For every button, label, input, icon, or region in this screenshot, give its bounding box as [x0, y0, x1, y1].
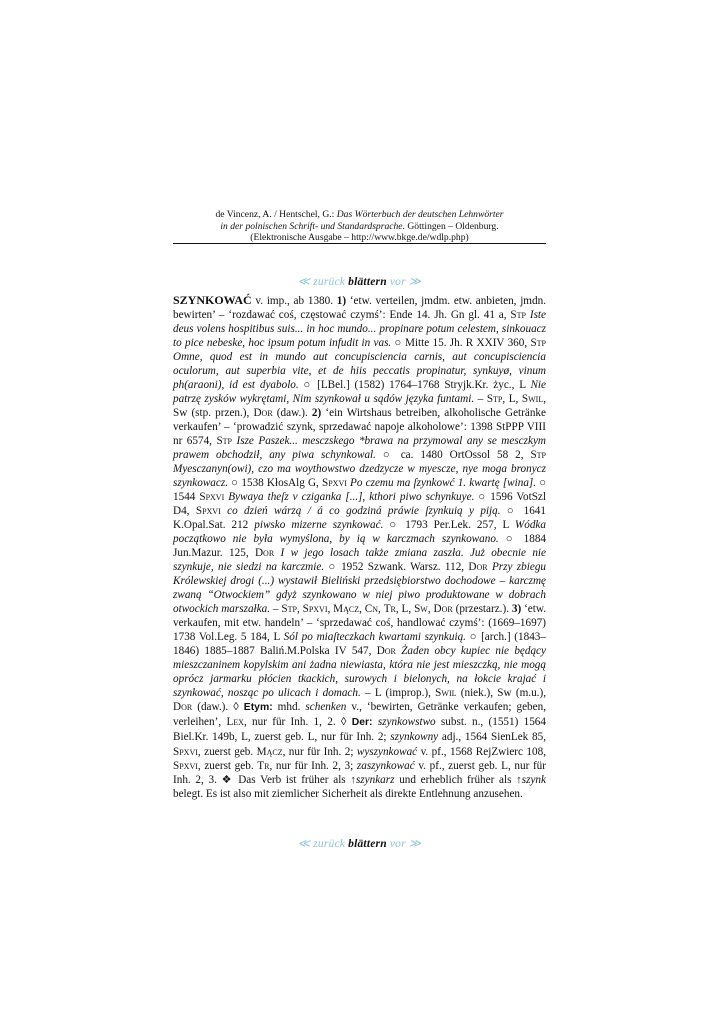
citation-header	[173, 209, 546, 244]
entry-source-abbr: Stp	[530, 449, 546, 462]
citation-place: Göttingen – Oldenburg.	[404, 220, 499, 232]
entry-text: ,	[327, 603, 334, 616]
entry-text: (niek.), Sw (m.u.),	[456, 687, 546, 700]
prev-arrows[interactable]: ≪	[297, 276, 311, 288]
entry-quotation: schenken	[305, 701, 347, 714]
entry-quotation: szynkowstwo	[377, 716, 436, 729]
entry-source-abbr: Spxvi	[173, 745, 198, 758]
entry-text: subst. n., (1551) 1564 Biel.Kr. 149b, L, zuerst geb. L, nur für Inh. 2;	[173, 716, 546, 744]
entry-source-abbr: Spxvi	[173, 759, 198, 772]
entry-text: belegt. Es ist also mit ziemlicher Sicherheit als direkte Entlehnung anzusehen.	[173, 787, 523, 800]
entry-source-abbr: Stp	[216, 435, 232, 448]
citation-url: (Elektronische Ausgabe – http://www.bkge.de/wdlp.php)	[250, 232, 469, 244]
back-link[interactable]: zurück	[313, 276, 346, 288]
entry-sense-number: 2)	[311, 407, 322, 420]
entry-sense-number: 3)	[511, 603, 522, 616]
entry-text: (daw.).	[272, 407, 312, 420]
entry-text: , nur für Inh. 2;	[282, 745, 357, 758]
entry-source-abbr: Dor	[173, 701, 193, 714]
entry-section-label: Der:	[351, 717, 373, 729]
entry-text: ○ Mitte 15. Jh. R XXIV 360,	[391, 337, 531, 350]
entry-text: , zuerst geb.	[197, 745, 257, 758]
entry-source-abbr: Dor	[376, 645, 396, 658]
entry-quotation: Bywaya theſz v cziganka [...], kthori piwo schynkuye.	[228, 491, 475, 504]
entry-text: ○ 1596 VotSzl D4,	[173, 491, 546, 518]
entry-text: ○ 1793 Per.Lek. 257, L	[383, 519, 515, 532]
entry-quotation: Iste deus volens hospitibus suis... in hoc mundo... propinare potum celestem, sinkouacz to pice nebeske, hoc ipsum potum infudit in vas.	[173, 309, 546, 350]
entry-text: mhd.	[272, 701, 306, 714]
entry-source-abbr: Tr	[383, 603, 396, 616]
entry-text: ‘etw. verteilen, jmdm. etw. anbieten, jmdn. bewirten’ – ‘rozdawać coś, częstować czymś’: Ende 14. Jh. Gn gl. 41 a,	[173, 295, 546, 322]
entry-text: , L,	[502, 393, 522, 406]
entry-text: (daw.). ◊	[192, 701, 244, 714]
entry-source-abbr: Mącz	[333, 603, 360, 616]
entry-section-label: Etym:	[243, 702, 273, 714]
entry-text: (przestarz.).	[452, 603, 512, 616]
page-nav-top	[173, 274, 546, 288]
browse-label: blättern	[348, 276, 387, 288]
citation-title-cont: in der polnischen Schrift- und Standardsprache.	[220, 220, 405, 232]
entry-quotation: Omne, quod est in mundo aut concupiscienciа carnis, aut concupiscienciа oculorum, aut superbia vite, et de hiis peccatis propinatur, synkuyø, vinum ph(araoni), id est dyabolo.	[173, 351, 546, 392]
entry-quotation: szynk	[521, 773, 546, 786]
entry-quotation: szynkarz	[355, 773, 395, 786]
entry-source-abbr: Swil	[521, 393, 544, 406]
entry-text: v. pf., zuerst geb. L, nur für Inh. 2, 3. ❖ Das Verb ist früher als ↑	[173, 759, 546, 786]
entry-source-abbr: Spxvi	[322, 477, 347, 490]
next-arrows[interactable]: ≫	[408, 838, 422, 850]
entry-text: ○ 1641 K.Opal.Sat. 212	[173, 505, 546, 532]
header-divider	[173, 243, 546, 244]
entry-text: – L (improp.),	[360, 687, 436, 700]
citation-line-2	[173, 221, 546, 233]
entry-quotation: zaszynkować	[356, 759, 415, 772]
entry-source-abbr: Dor	[253, 407, 273, 420]
entry-source-abbr: Tr	[257, 759, 270, 772]
forward-link[interactable]: vor	[389, 838, 406, 850]
citation-title: Das Wörterbuch der deutschen Lehnwörter	[336, 209, 504, 220]
entry-text: ○ [LBel.] (1582) 1764–1768 Stryjk.Kr. życ., L	[298, 379, 531, 392]
entry-text: ○ 1952 Szwank. Warsz. 112,	[324, 561, 469, 574]
entry-source-abbr: Spxvi	[199, 491, 225, 504]
entry-quotation: Żaden obcy kupiec nie będący mieszczaninem kopylskim ani żadna niewiasta, która nie jest mieszczką, nie mogą oprócz jarmarku płócien tkackich, surowych i bielonych, na łokcie krajać i szynkować, nosząc po ulicach i domach.	[173, 645, 546, 700]
entry-source-abbr: Sw	[414, 603, 428, 616]
entry-source-abbr: Spxvi	[302, 603, 328, 616]
entry-source-abbr: Spxvi	[195, 505, 221, 518]
citation-authors: de Vincenz, A. / Hentschel, G.:	[215, 209, 337, 220]
entry-quotation: Isze Paszek... mesczskego *brawa na przymowal any se mesczkym prawem obchodził, any piwa schynkowal.	[173, 435, 546, 462]
entry-quotation: piwsko mizerne szynkować.	[254, 519, 384, 532]
entry-source-abbr: Stp	[530, 337, 546, 350]
entry-text: –	[474, 393, 487, 406]
citation-line-1	[173, 209, 546, 221]
entry-text: v., ‘bewirten, Getränke verkaufen; geben, verleihen’,	[173, 701, 547, 729]
entry-text: ,	[427, 603, 434, 616]
back-link[interactable]: zurück	[313, 838, 346, 850]
entry-text: –	[270, 603, 282, 616]
entry-quotation: Przy zbiegu Królewskiej drogi (...) wystawił Bieliński przedsiębiorstwo dochodowe – karczmę zwaną “Otwockiem” gdyż szynkowano w niej piwo produktowane w dobrach otwockich marszałka.	[173, 561, 547, 616]
entry-body	[173, 295, 546, 800]
entry-text: adj., 1564 SienLek 85,	[438, 731, 546, 744]
entry-source-abbr: Lex	[226, 716, 244, 729]
entry-source-abbr: Stp	[281, 603, 297, 616]
entry-quotation: Nie patrzę zysków wykrętami, Nim szynkował u sądów języka funtami.	[173, 379, 546, 406]
entry-text: , zuerst geb.	[197, 759, 258, 772]
entry-text: , Sw (stp. przen.),	[173, 393, 547, 420]
entry-headword: SZYNKOWAĆ	[173, 293, 252, 307]
browse-label: blättern	[348, 838, 387, 850]
entry-quotation: Po czemu ma ſzynkowć 1. kwartę [wina].	[350, 477, 537, 490]
entry-quotation: szynkowny	[390, 731, 439, 744]
entry-quotation: Sól po miaſteczkach kwartami szynkuią.	[283, 631, 466, 644]
entry-text: , L,	[395, 603, 415, 616]
entry-source-abbr: Dor	[433, 603, 453, 616]
entry-quotation: wyszynkować	[356, 745, 418, 758]
entry-text: ○ [arch.] (1843–1846) 1885–1887 Balіń.M.Polska IV 547,	[173, 631, 546, 658]
prev-arrows[interactable]: ≪	[297, 838, 311, 850]
entry-source-abbr: Mącz	[256, 745, 283, 758]
page-nav-bottom	[173, 836, 546, 850]
entry-quotation: Myesczanyn(owi), czo ma woythowstwo dzedzycze w myescze, nye moga bronycz szynkowacz.	[173, 463, 546, 490]
entry-text: ○ 1544	[173, 477, 546, 504]
entry-text: und erheblich früher als ↑	[394, 773, 522, 786]
dictionary-entry	[173, 293, 546, 801]
entry-source-abbr: Stp	[510, 309, 526, 322]
entry-source-abbr: Swil	[435, 687, 457, 700]
entry-text: v. pf., 1568 RejZwierc 108,	[417, 745, 546, 758]
entry-text: ○ ca. 1480 OrtOssol 58 2,	[375, 449, 531, 462]
entry-source-abbr: Dor	[254, 547, 275, 560]
entry-text: ,	[296, 603, 303, 616]
entry-source-abbr: Stp	[486, 393, 503, 406]
entry-sense-number: 1)	[336, 295, 347, 307]
entry-source-abbr: Cn	[364, 603, 379, 616]
entry-quotation: I w jego losach także zmiana zaszła. Już obecnie nie szynkuje, nie siedzi na karczmie.	[173, 547, 547, 574]
entry-text: v. imp., ab 1380.	[251, 295, 337, 307]
entry-text: ‘ein Wirtshaus betreiben, alkoholische Getränke verkaufen’ – ‘prowadzić szynk, sprzedawać napoje alkoholowe’: 1398 StPPP VIII nr 6574,	[173, 407, 546, 448]
entry-quotation: co dzień wárzą / á co godziná práwie ſzynkuią y piją.	[227, 505, 501, 518]
entry-source-abbr: Dor	[468, 561, 488, 574]
entry-text: ,	[359, 603, 365, 616]
next-arrows[interactable]: ≫	[408, 276, 422, 288]
entry-quotation: Wódka początkowo nie była wymyślona, by ią w karczmach szynkowano.	[173, 519, 546, 546]
entry-text: , nur für Inh. 1, 2. ◊	[243, 716, 352, 729]
entry-text: ○ 1538 KłosAlg G,	[228, 477, 322, 490]
forward-link[interactable]: vor	[389, 276, 406, 288]
entry-text: ,	[378, 603, 384, 616]
entry-text: ‘etw. verkaufen, mit etw. handeln’ – ‘sprzedawać coś, handlować czymś’: (1669–1697) 1738 Vol.Leg. 5 184, L	[173, 603, 547, 644]
entry-text: ○ 1884 Jun.Mazur. 125,	[173, 533, 547, 560]
entry-text: , nur für Inh. 2, 3;	[269, 759, 357, 772]
